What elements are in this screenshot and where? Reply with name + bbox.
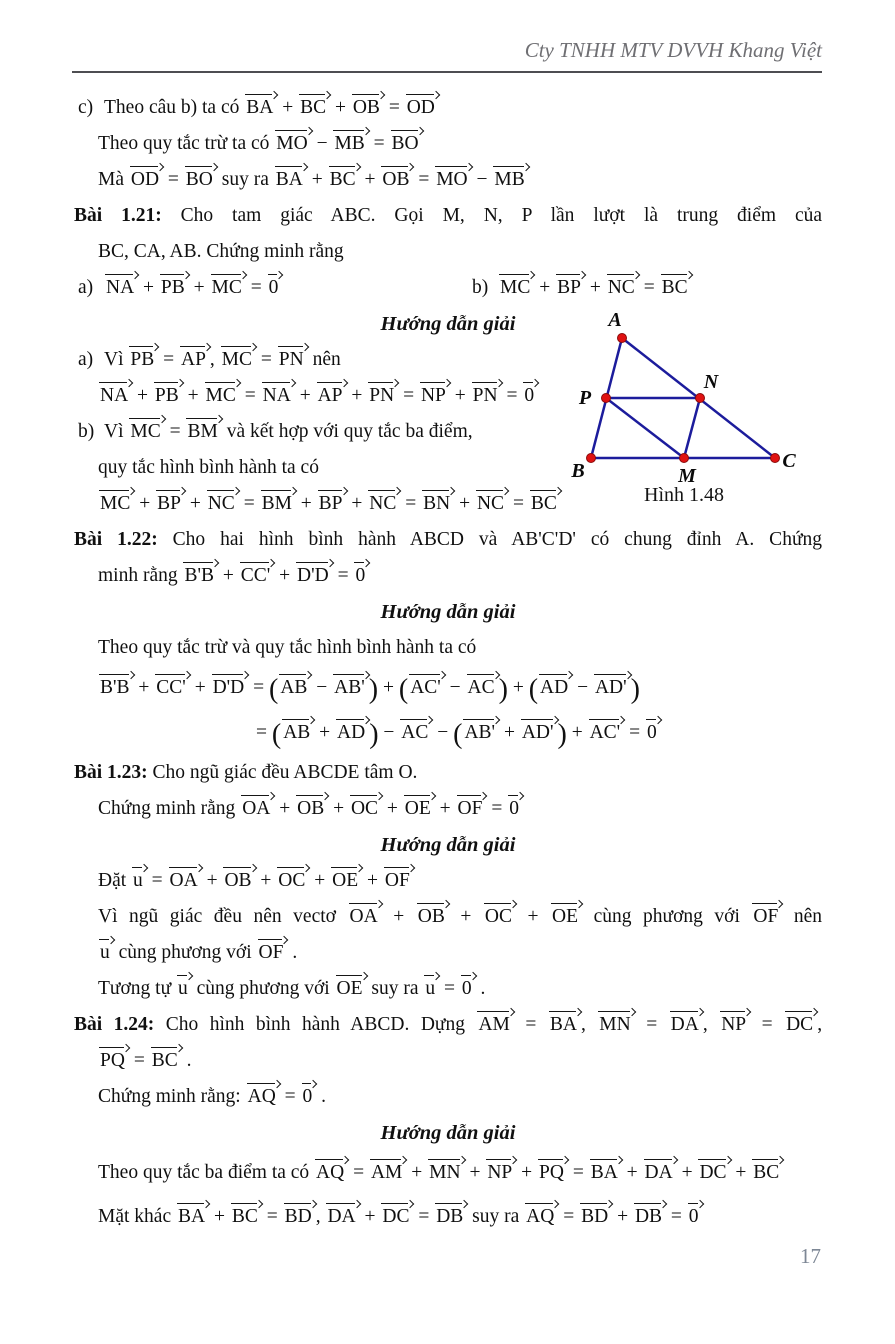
solution-c-step-2: Theo quy tắc trừ ta có MO − MB = BO: [98, 126, 822, 162]
solution-1-24-line-2: Mặt khác BA + BC = BD , DA + DC = DB suy ra AQ = BD + DB = 0: [98, 1199, 822, 1239]
solution-1-21b-line-1: b) Vì MC = BM và kết hợp với quy tắc ba điểm,: [78, 414, 822, 450]
solution-1-23-line-1: Đặt u = OA + OB + OC + OE + OF: [98, 863, 822, 899]
solution-1-24-line-1: Theo quy tắc ba điểm ta có AQ = AM + MN + NP + PQ = BA + DA + DC + BC: [98, 1155, 822, 1195]
solution-1-21b-line-2: quy tắc hình bình hành ta có: [98, 457, 319, 478]
solution-1-21a-line-1: a) Vì PB = AP , MC = PN nên: [78, 342, 822, 378]
solution-1-22-equation-2: = ( AB + AD ) − AC − ( AB' + AD' ) + AC' = 0: [256, 715, 822, 755]
solution-c-step-3: Mà OD = BO suy ra BA + BC + OB = MO − MB: [98, 162, 822, 198]
solution-1-21b-equation: MC + BP + NC = BM + BP + NC = BN + NC = BC: [98, 486, 822, 522]
solution-1-21a-equation: NA + PB + MC = NA + AP + PN = NP + PN = 0: [98, 378, 822, 414]
problem-1-22-line-2: minh rằng B'B + CC' + D'D = 0: [98, 558, 822, 594]
figure-1-48: [553, 306, 885, 507]
edge-pm: [606, 398, 684, 458]
solution-1-22-line-1: Theo quy tắc trừ và quy tắc hình bình hành ta có: [98, 637, 477, 658]
problem-1-22-line-1: Bài 1.22: Cho hai hình bình hành ABCD và AB'C'D' có chung đỉnh A. Chứng: [74, 529, 823, 550]
header-rule: [72, 71, 822, 73]
problem-1-24-line-2: PQ = BC .: [98, 1043, 822, 1079]
vertex-dot-a: [618, 334, 627, 343]
edge-nm: [684, 398, 700, 458]
vertex-label-a: A: [608, 309, 622, 331]
solution-heading-1: Hướng dẫn giải: [380, 313, 516, 335]
page-number: 17: [800, 1244, 821, 1268]
vertex-dot-n: [696, 394, 705, 403]
triangle-diagram: [553, 306, 885, 488]
problem-1-21-line-1: Bài 1.21: Cho tam giác ABC. Gọi M, N, P lần lượt là trung điểm của: [74, 205, 822, 226]
vertex-label-b: B: [571, 460, 585, 482]
solution-heading-2: Hướng dẫn giải: [380, 601, 516, 623]
vertex-dot-p: [602, 394, 611, 403]
problem-1-21-line-2: BC, CA, AB. Chứng minh rằng: [98, 241, 344, 262]
problem-1-23-line-2: Chứng minh rằng OA + OB + OC + OE + OF = 0: [98, 791, 822, 827]
problem-1-24-line-3: Chứng minh rằng: AQ = 0 .: [98, 1079, 822, 1115]
problem-1-21-parts: [78, 270, 822, 306]
solution-1-22-equation-1: B'B + CC' + D'D = ( AB − AB' ) + ( AC' − AC ) + ( AD − AD' ): [100, 674, 640, 705]
solution-1-23-line-3: u cùng phương với OF .: [98, 935, 822, 971]
solution-heading-4: Hướng dẫn giải: [380, 1122, 516, 1144]
solution-heading-3: Hướng dẫn giải: [380, 834, 516, 856]
solution-c-step-1: c) Theo câu b) ta có BA + BC + OB = OD: [78, 90, 822, 126]
vertex-label-p: P: [578, 387, 592, 409]
vertex-label-n: N: [703, 371, 719, 393]
vertex-dot-c: [771, 454, 780, 463]
figure-caption: Hình 1.48: [644, 484, 724, 506]
vertex-dot-m: [680, 454, 689, 463]
vertex-dot-b: [587, 454, 596, 463]
problem-1-21-part-b: b) MC + BP + NC = BC: [472, 270, 692, 306]
company-name: Cty TNHH MTV DVVH Khang Việt: [524, 38, 822, 62]
problem-1-21-part-a: a) NA + PB + MC = 0: [78, 270, 472, 306]
problem-1-24-line-1: Bài 1.24: Cho hình bình hành ABCD. Dựng AM = BA , MN = DA , NP = DC ,: [74, 1007, 822, 1043]
problem-1-23-line-1: Bài 1.23: Cho ngũ giác đều ABCDE tâm O.: [74, 762, 418, 783]
page-header: [525, 38, 822, 63]
solution-1-23-line-2: Vì ngũ giác đều nên vectơ OA + OB + OC + OE cùng phương với OF nên: [98, 899, 822, 935]
solution-1-23-line-4: Tương tự u cùng phương với OE suy ra u = 0 .: [98, 971, 822, 1007]
vertex-label-c: C: [782, 450, 796, 472]
page-content: [74, 90, 822, 1239]
vertex-label-m: M: [678, 465, 696, 487]
